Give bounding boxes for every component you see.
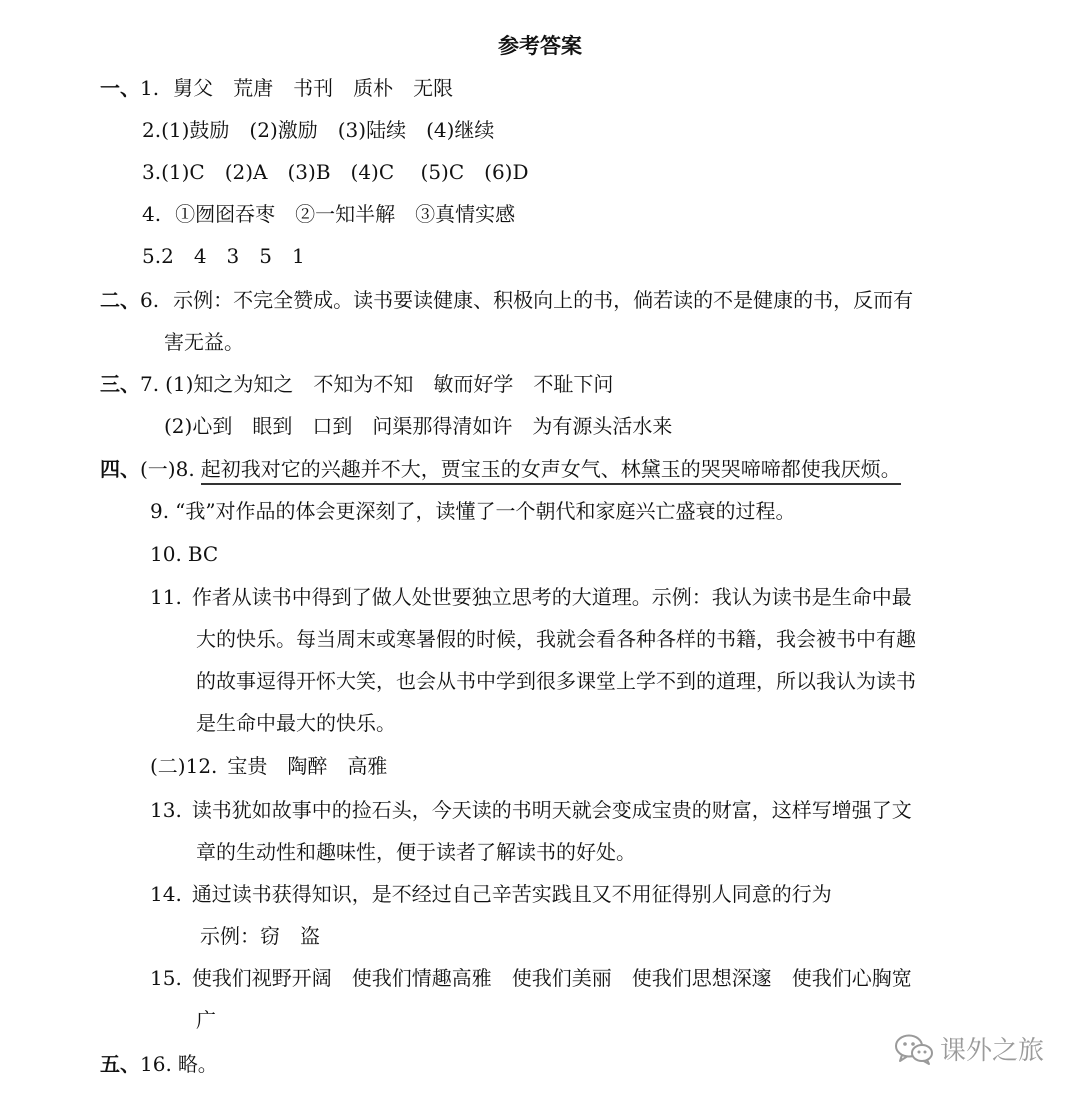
q5-answer: 2 4 3 5 1 [161, 244, 305, 268]
q7-number: 7. [140, 372, 160, 396]
q10-line [150, 540, 218, 568]
q16-answer: 略。 [177, 1052, 218, 1076]
q14-answer-line1: 通过读书获得知识，是不经过自己辛苦实践且又不用征得别人同意的行为 [191, 882, 832, 906]
q12-line [150, 752, 387, 780]
q2-answer: (1)鼓励 (2)激励 (3)陆续 (4)继续 [161, 118, 495, 142]
wechat-icon [894, 1032, 934, 1066]
q6-answer-line1: 示例：不完全赞成。读书要读健康、积极向上的书，倘若读的不是健康的书，反而有 [173, 288, 914, 312]
q15-number: 15. [150, 966, 182, 990]
q13-answer-line1: 读书犹如故事中的捡石头，今天读的书明天就会变成宝贵的财富，这样写增强了文 [191, 798, 912, 822]
section4-label: 四、 [100, 457, 140, 481]
part1-label: (一) [140, 457, 176, 481]
q15-answer-line1: 使我们视野开阔 使我们情趣高雅 使我们美丽 使我们思想深邃 使我们心胸宽 [191, 966, 912, 990]
part2-label: (二) [150, 754, 186, 778]
section1-label: 一、 [100, 76, 140, 100]
q2-line [142, 116, 494, 144]
q7-answer-line1: (1)知之为知之 不知为不知 敏而好学 不耻下问 [165, 372, 614, 396]
q2-number: 2. [142, 118, 162, 142]
q11-answer-line4: 是生命中最大的快乐。 [196, 711, 396, 735]
section5-label: 五、 [100, 1052, 140, 1076]
q15-answer-line2: 广 [196, 1008, 216, 1032]
q6-line [100, 286, 913, 314]
page-title: 参考答案 [498, 34, 582, 58]
q8-answer: 起初我对它的兴趣并不大，贾宝玉的女声女气、林黛玉的哭哭啼啼都使我厌烦。 [201, 457, 901, 485]
q12-number: 12. [185, 754, 218, 778]
q5-line [142, 242, 305, 270]
q1-line [100, 74, 453, 102]
q4-number: 4. [142, 202, 162, 226]
q10-answer: BC [187, 542, 219, 566]
q9-number: 9. [150, 499, 170, 523]
q4-line [142, 200, 515, 228]
q3-number: 3. [142, 160, 162, 184]
q15-line [150, 964, 912, 992]
q3-answer: (1)C (2)A (3)B (4)C (5)C (6)D [161, 160, 529, 184]
q10-number: 10. [150, 542, 182, 566]
section2-label: 二、 [100, 288, 140, 312]
q1-answer: 舅父 荒唐 书刊 质朴 无限 [173, 76, 454, 100]
q1-number: 1. [140, 76, 160, 100]
q11-answer-line2: 大的快乐。每当周末或寒暑假的时候，我就会看各种各样的书籍，我会被书中有趣 [196, 627, 916, 651]
q7-line [100, 370, 613, 398]
q9-answer: “我”对作品的体会更深刻了，读懂了一个朝代和家庭兴亡盛衰的过程。 [175, 499, 796, 523]
q11-number: 11. [150, 585, 182, 609]
q8-line [100, 455, 901, 483]
q11-line [150, 583, 912, 611]
q13-number: 13. [150, 798, 182, 822]
watermark [894, 1030, 1044, 1067]
q13-line [150, 796, 912, 824]
q7-answer-line2: (2)心到 眼到 口到 问渠那得清如许 为有源头活水来 [164, 414, 673, 438]
q9-line [150, 497, 796, 525]
q12-answer: 宝贵 陶醉 高雅 [227, 754, 388, 778]
watermark-text: 课外之旅 [939, 1036, 1044, 1066]
q4-answer: ①囫囵吞枣 ②一知半解 ③真情实感 [175, 202, 516, 226]
section3-label: 三、 [100, 372, 140, 396]
q16-number: 16. [140, 1052, 172, 1076]
q8-number: 8. [175, 457, 195, 481]
q16-line [100, 1050, 218, 1078]
q6-answer-line2: 害无益。 [164, 330, 244, 354]
q6-number: 6. [140, 288, 160, 312]
q5-number: 5. [142, 244, 162, 268]
q3-line [142, 158, 529, 186]
q11-answer-line1: 作者从读书中得到了做人处世要独立思考的大道理。示例：我认为读书是生命中最 [191, 585, 912, 609]
q14-line [150, 880, 832, 908]
q14-answer-line2: 示例：窃 盗 [200, 924, 320, 948]
q14-number: 14. [150, 882, 182, 906]
q13-answer-line2: 章的生动性和趣味性，便于读者了解读书的好处。 [196, 840, 636, 864]
q11-answer-line3: 的故事逗得开怀大笑，也会从书中学到很多课堂上学不到的道理，所以我认为读书 [196, 669, 916, 693]
